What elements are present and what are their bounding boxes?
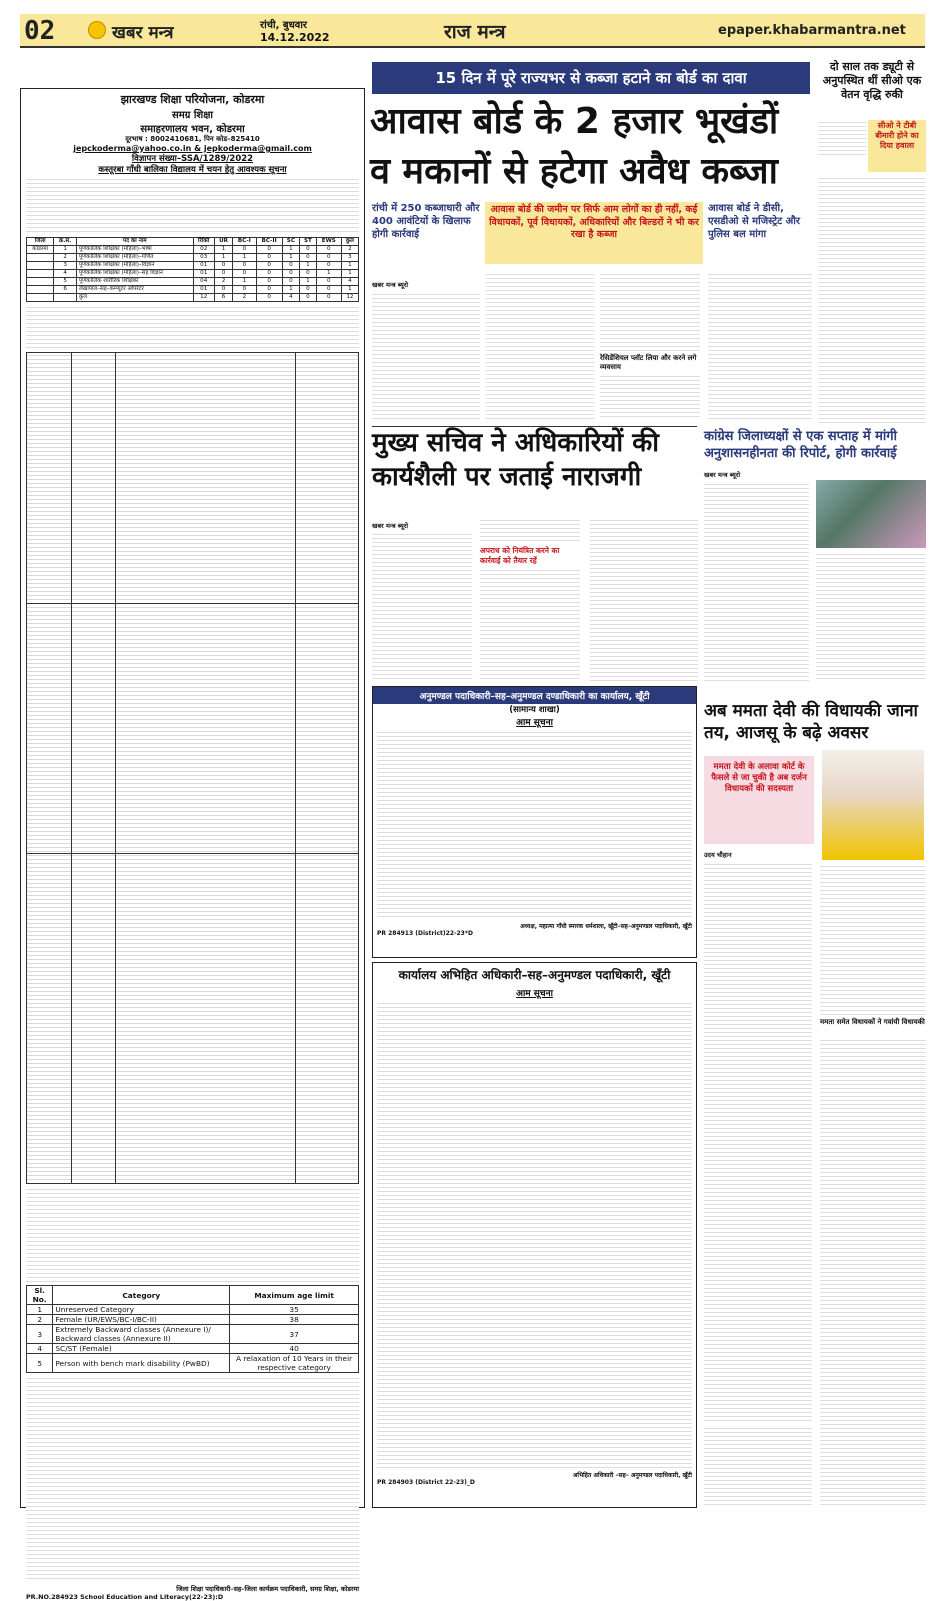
- org-name: झारखण्ड शिक्षा परियोजना, कोडरमा: [120, 93, 265, 106]
- seat-cell: 01: [193, 286, 214, 294]
- seat-cell: 1: [341, 262, 358, 270]
- mamta-body-col-2b: [820, 1038, 926, 1508]
- second-bureau: खबर मन्त्र ब्यूरो: [372, 522, 409, 530]
- notice-2: [372, 686, 697, 958]
- seat-cell: 1: [214, 246, 232, 254]
- seat-cell: 01: [193, 270, 214, 278]
- age-cell: A relaxation of 10 Years in their respective category: [230, 1354, 359, 1373]
- seat-cell: 1: [282, 246, 299, 254]
- seat-cell: 1: [299, 278, 316, 286]
- notice-body-text: [26, 177, 359, 235]
- lead-deck-mid: आवास बोर्ड की जमीन पर सिर्फ आम लोगों का ही नहीं, कई विधायकों, पूर्व विधायकों, अधिकारियों और बिल्डरों ने भी कर रखा है कब्जा: [485, 202, 703, 264]
- age-cell: Extremely Backward classes (Annexure I)/ Backward classes (Annexure II): [53, 1325, 230, 1344]
- seat-cell: 1: [54, 246, 77, 254]
- lead-subhead: रेसिडेंशियल प्लॉट लिया और करने लगे व्यवसाय: [600, 354, 697, 371]
- lead-bureau: खबर मन्त्र ब्यूरो: [372, 281, 409, 289]
- mamta-headline: अब ममता देवी की विधायकी जाना तय, आजसू के बढ़े अवसर: [704, 701, 918, 743]
- second-pull: अपराध को नियंत्रित करने का कार्रवाई को तैयार रहें: [480, 546, 560, 565]
- seat-header-cell: BC-I: [233, 238, 256, 246]
- seat-cell: 1: [282, 254, 299, 262]
- lead-headline-1: आवास बोर्ड के 2 हजार भूखंडों: [370, 101, 779, 142]
- city-day: रांची, बुधवार: [260, 20, 308, 31]
- seat-cell: 0: [282, 270, 299, 278]
- seat-cell: पूर्णकालिक शारीरिक शिक्षिका: [76, 278, 193, 286]
- seat-cell: [27, 270, 54, 278]
- seat-cell: पूर्णकालिक शिक्षिका (महिला)–गणित: [76, 254, 193, 262]
- seat-cell: 03: [193, 254, 214, 262]
- seat-header-cell: SC: [282, 238, 299, 246]
- sidebar-body-2: [818, 176, 926, 426]
- age-cell: 2: [27, 1315, 53, 1325]
- seat-table: [26, 237, 359, 302]
- lead-deck-left: रांची में 250 कब्जाधारी और 400 आवंटियों के खिलाफ होगी कार्रवाई: [372, 203, 480, 240]
- seat-cell: कुल: [76, 294, 193, 302]
- seat-cell: 2: [233, 294, 256, 302]
- second-body-col-1: [372, 532, 472, 682]
- seat-cell: 1: [282, 286, 299, 294]
- seat-cell: 0: [316, 254, 341, 262]
- seat-cell: 0: [214, 262, 232, 270]
- sidebar-inset: सीओ ने टीबी बीमारी होने का दिया हवाला: [868, 120, 926, 172]
- notice-2-signoff: अध्यक्ष, महात्मा गाँधी स्मारक धर्मशाला, खूँटी–सह–अनुमण्डल पदाधिकारी, खूँटी: [520, 923, 692, 930]
- general-instructions-text: [26, 1376, 359, 1581]
- left-notice: [20, 88, 365, 1601]
- seat-header-cell: UR: [214, 238, 232, 246]
- notice-2-body: [377, 730, 692, 920]
- age-cell: 37: [230, 1325, 359, 1344]
- paper-name: खबर मन्त्र: [112, 23, 174, 43]
- seat-cell: 1: [316, 270, 341, 278]
- age-row: [27, 1325, 359, 1344]
- second-headline-2: कार्यशैली पर जताई नाराजगी: [372, 462, 642, 492]
- org-sub: समग्र शिक्षा: [171, 110, 213, 121]
- seat-row: [27, 246, 359, 254]
- age-cell: Unreserved Category: [53, 1305, 230, 1315]
- page-number: 02: [24, 16, 56, 46]
- mamta-quote: ममता देवी के अलावा कोर्ट के फैसले से जा चुकी है अब दर्जन विधायकों की सदस्यता: [704, 756, 814, 844]
- mamta-body-col-1b: [704, 1426, 812, 1508]
- seat-cell: 0: [214, 270, 232, 278]
- org-email[interactable]: jepckoderma@yahoo.co.in & jepkoderma@gmail.com: [73, 144, 312, 153]
- seat-cell: 4: [341, 278, 358, 286]
- seat-cell: 2: [214, 278, 232, 286]
- mamta-photo: [822, 750, 924, 860]
- seat-row: [27, 254, 359, 262]
- lead-kicker: 15 दिन में पूरे राज्यभर से कब्जा हटाने का बोर्ड का दावा: [372, 62, 810, 94]
- seat-cell: 0: [316, 262, 341, 270]
- age-header-cell: Sl. No.: [27, 1286, 53, 1305]
- mamta-subhead: ममता समेत विधायकों ने गवांयी विधायकी: [820, 1018, 925, 1026]
- notice-2-office: अनुमण्डल पदाधिकारी–सह–अनुमण्डल दण्डाधिकारी का कार्यालय, खूँटी: [373, 687, 696, 704]
- seat-cell: 0: [299, 254, 316, 262]
- seat-cell: पूर्णकालिक शिक्षिका (महिला)–भाषा: [76, 246, 193, 254]
- age-row: [27, 1305, 359, 1315]
- age-table: [26, 1285, 359, 1373]
- notice-3-body: [377, 1001, 692, 1469]
- seat-cell: पूर्णकालिक शिक्षिका (महिला)–सह विज्ञान: [76, 270, 193, 278]
- congress-photo: [816, 480, 926, 548]
- lead-headline-2: व मकानों से हटेगा अवैध कब्जा: [370, 151, 778, 192]
- seat-header-cell: कुल: [341, 238, 358, 246]
- mamta-body-col-2a: [820, 864, 926, 1016]
- seat-cell: [27, 254, 54, 262]
- seat-cell: 3: [341, 254, 358, 262]
- age-cell: 3: [27, 1325, 53, 1344]
- seat-cell: 0: [299, 270, 316, 278]
- seat-cell: 2: [54, 254, 77, 262]
- seat-cell: 0: [256, 270, 282, 278]
- seat-cell: 4: [54, 270, 77, 278]
- notice-3-pr: PR 284903 (District 22-23)_D: [377, 1479, 475, 1486]
- seat-cell: [54, 294, 77, 302]
- congress-body-col-1: [704, 482, 809, 682]
- org-phone: दूरभाष : 8002410681, पिन कोड–825410: [125, 135, 260, 143]
- seat-cell: 01: [193, 262, 214, 270]
- age-cell: 35: [230, 1305, 359, 1315]
- age-row: [27, 1315, 359, 1325]
- seat-header-cell: क्र.सं.: [54, 238, 77, 246]
- seat-cell: [27, 286, 54, 294]
- notice-title: कस्तूरबा गाँधी बालिका विद्यालय में चयन हेतु आवश्यक सूचना: [98, 165, 287, 175]
- seat-cell: 6: [54, 286, 77, 294]
- seat-cell: 0: [233, 286, 256, 294]
- seat-row: [27, 294, 359, 302]
- sidebar-body-1: [818, 120, 866, 158]
- second-body-col-2a: [480, 518, 580, 544]
- seat-cell: 0: [256, 254, 282, 262]
- instructions-text: [26, 1187, 359, 1282]
- congress-bureau: खबर मन्त्र ब्यूरो: [704, 471, 741, 479]
- seat-cell: [27, 262, 54, 270]
- seat-cell: 12: [341, 294, 358, 302]
- seat-cell: 2: [341, 246, 358, 254]
- seat-row: [27, 278, 359, 286]
- masthead: [20, 14, 925, 48]
- sidebar-headline: दो साल तक ड्यूटी से अनुपस्थित थीं सीओ एक वेतन वृद्धि रुकी: [822, 60, 922, 101]
- notice-pr: PR.NO.284923 School Education and Literacy(22-23):D: [26, 1593, 224, 1601]
- congress-body-col-2: [816, 552, 926, 682]
- age-cell: 38: [230, 1315, 359, 1325]
- seat-cell: कोडरमा: [27, 246, 54, 254]
- lead-body-col-3b: [600, 374, 700, 420]
- lead-body-col-4: [708, 272, 812, 420]
- seat-cell: 0: [299, 294, 316, 302]
- seat-cell: 0: [316, 294, 341, 302]
- seat-cell: 0: [316, 246, 341, 254]
- qualification-table: [26, 352, 359, 1184]
- seat-cell: 3: [54, 262, 77, 270]
- org-address: समाहरणालय भवन, कोडरमा: [140, 124, 245, 135]
- issue-date: 14.12.2022: [260, 31, 330, 44]
- congress-headline: कांग्रेस जिलाध्यक्षों से एक सप्ताह में मांगी अनुशासनहीनता की रिपोर्ट, होगी कार्रवाई: [704, 429, 897, 461]
- second-headline-1: मुख्य सचिव ने अधिकारियों की: [372, 428, 659, 458]
- seat-row: [27, 286, 359, 294]
- seat-cell: 0: [316, 278, 341, 286]
- seat-cell: 6: [214, 294, 232, 302]
- age-cell: 1: [27, 1305, 53, 1315]
- seat-cell: 1: [233, 278, 256, 286]
- seat-cell: 0: [282, 262, 299, 270]
- seat-header-cell: रिक्ति: [193, 238, 214, 246]
- seat-cell: 1: [214, 254, 232, 262]
- seat-header-cell: जिला: [27, 238, 54, 246]
- mamta-body-col-1a: [704, 862, 812, 1422]
- notice-2-pr: PR 284913 (District)22-23*D: [377, 930, 473, 937]
- seat-cell: 04: [193, 278, 214, 286]
- second-body-col-2b: [480, 568, 580, 682]
- seat-cell: 0: [256, 246, 282, 254]
- seat-cell: 1: [299, 262, 316, 270]
- seat-header-cell: EWS: [316, 238, 341, 246]
- seat-header-cell: BC-II: [256, 238, 282, 246]
- seat-cell: 1: [341, 270, 358, 278]
- age-row: [27, 1354, 359, 1373]
- seat-cell: 0: [282, 278, 299, 286]
- notice-2-branch: (सामान्य शाखा): [509, 705, 560, 715]
- notice-conditions-text: [26, 305, 359, 349]
- lead-body-col-2: [486, 272, 594, 420]
- notice-3-title: आम सूचना: [516, 989, 553, 999]
- section-title: राज मन्त्र: [444, 21, 506, 43]
- age-cell: 5: [27, 1354, 53, 1373]
- seat-cell: 0: [299, 286, 316, 294]
- age-header-cell: Maximum age limit: [230, 1286, 359, 1305]
- website[interactable]: epaper.khabarmantra.net: [718, 23, 906, 38]
- lead-deck-right: आवास बोर्ड ने डीसी, एसडीओ से मजिस्ट्रेट और पुलिस बल मांगा: [708, 203, 800, 240]
- seat-cell: [27, 294, 54, 302]
- seat-cell: 1: [341, 286, 358, 294]
- seat-cell: 0: [256, 262, 282, 270]
- seat-row: [27, 262, 359, 270]
- seat-cell: 0: [299, 246, 316, 254]
- age-cell: Person with bench mark disability (PwBD): [53, 1354, 230, 1373]
- seat-cell: 5: [54, 278, 77, 286]
- seat-header-cell: ST: [299, 238, 316, 246]
- seat-cell: 1: [233, 254, 256, 262]
- seat-row: [27, 270, 359, 278]
- lead-body-col-3: [600, 272, 700, 352]
- lead-body-col-1: [372, 292, 480, 420]
- seat-cell: 0: [233, 246, 256, 254]
- seat-cell: 0: [256, 278, 282, 286]
- seat-cell: 02: [193, 246, 214, 254]
- notice-signoff: जिला शिक्षा पदाधिकारी–सह–जिला कार्यक्रम पदाधिकारी, समग्र शिक्षा, कोडरमा: [176, 1585, 359, 1593]
- seat-cell: पूर्णकालिक शिक्षिका (महिला)–विज्ञान: [76, 262, 193, 270]
- age-cell: Female (UR/EWS/BC-I/BC-II): [53, 1315, 230, 1325]
- seat-header-cell: पद का नाम: [76, 238, 193, 246]
- seat-cell: [27, 278, 54, 286]
- age-cell: 4: [27, 1344, 53, 1354]
- seat-cell: 12: [193, 294, 214, 302]
- seat-cell: 0: [233, 270, 256, 278]
- notice-3-office: कार्यालय अभिहित अधिकारी–सह–अनुमण्डल पदाधिकारी, खूँटी: [398, 968, 671, 982]
- notice-3: [372, 962, 697, 1508]
- ad-number: विज्ञापन संख्या–SSA/1289/2022: [131, 154, 254, 164]
- seat-cell: लेखापाल–सह–कम्प्यूटर ऑपरेटर: [76, 286, 193, 294]
- age-cell: SC/ST (Female): [53, 1344, 230, 1354]
- notice-3-signoff: अभिहित अधिकारी –सह– अनुमण्डल पदाधिकारी, खूँटी: [572, 1472, 692, 1479]
- age-cell: 40: [230, 1344, 359, 1354]
- mamta-bureau: उदय चौहान: [704, 851, 732, 859]
- seat-cell: 0: [256, 294, 282, 302]
- seat-cell: 0: [233, 262, 256, 270]
- seat-cell: 0: [256, 286, 282, 294]
- seat-cell: 0: [214, 286, 232, 294]
- seat-cell: 0: [316, 286, 341, 294]
- logo-icon: [88, 21, 106, 39]
- notice-2-title: आम सूचना: [516, 718, 553, 728]
- second-body-col-3: [590, 518, 698, 682]
- age-header-cell: Category: [53, 1286, 230, 1305]
- seat-cell: 4: [282, 294, 299, 302]
- age-row: [27, 1344, 359, 1354]
